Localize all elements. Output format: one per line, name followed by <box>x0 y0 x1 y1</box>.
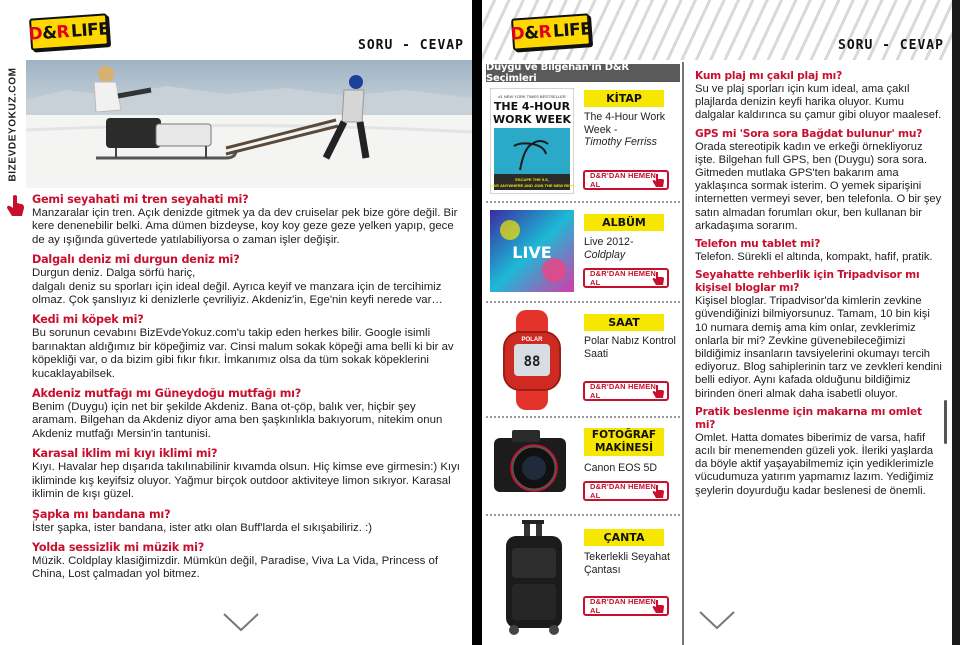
side-url: BIZEVDEYOKUZ.COM <box>7 66 19 182</box>
qa-item <box>695 128 943 233</box>
section-title: SORU - CEVAP <box>358 38 464 53</box>
answer: Bu sorunun cevabını BizEvdeYokuz.com'u takip eden herkes bilir. Google isimli barınaktan aldığımız bir köpeğimiz var. Cinsi malum sokak köpeği ama belli ki bir av köpekliği var, o da bizim gibi fıkır fıkır. İmkanımız olsa da tüm sokak köpeklerini kucaklayabilsek. <box>32 327 454 380</box>
divider <box>486 201 680 203</box>
section-title: SORU - CEVAP <box>838 38 944 53</box>
cursor-hand-icon <box>651 384 665 399</box>
answer: Su ve plaj sporları için kum ideal, ama çakıl plajlarda denizin keyfi harika oluyor. Kumu dalgalar kaldırınca su çamur gibi oluyor maalesef. <box>695 83 942 122</box>
buy-now-button[interactable]: D&R'DAN HEMEN AL <box>583 170 669 190</box>
svg-text:ESCAPE THE 9-5,: ESCAPE THE 9-5, <box>515 177 549 182</box>
divider <box>486 416 680 418</box>
book-cover-image <box>490 88 574 194</box>
buy-now-button[interactable]: D&R'DAN HEMEN AL <box>583 381 669 401</box>
cursor-hand-icon <box>651 599 665 614</box>
pick-name: Polar Nabız Kontrol Saati <box>584 335 676 360</box>
question: Kum plaj mı çakıl plaj mı? <box>695 70 843 82</box>
cursor-hand-icon <box>651 271 665 286</box>
qa-item <box>32 193 460 247</box>
question: Yolda sessizlik mi müzik mi? <box>32 540 205 554</box>
watch-image <box>490 310 574 410</box>
pick-name: The 4-Hour Work Week - Timothy Ferriss <box>584 111 666 148</box>
qa-item <box>695 70 943 123</box>
question: Karasal iklim mi kıyı iklimi mi? <box>32 447 218 461</box>
qa-list-right <box>695 70 943 503</box>
left-page <box>0 0 472 645</box>
qa-item <box>32 387 460 441</box>
column-divider <box>682 62 684 645</box>
dr-life-logo: D & R LIFE <box>511 13 591 50</box>
answer: Kişisel bloglar. Tripadvisor'da kimlerin zevkine güvendiğinizi bilmiyorsunuz. Tamam, 10 bin kişi 10 numara demiş ama kim onlar, zevklerimiz onlarla bir mi? Zevkine güvenebileceğimizi bildiğimiz insanların tavsiyelerini okumayı tercih ediyoruz. Blog sahiplerinin tarz ve zevkleri kendini belli ediyor. Aynı kafada olduğunu bildiğimiz birinden öneri almak daha isabetli oluyor. <box>695 295 942 400</box>
answer: Kıyı. Havalar hep dışarıda takılınabilinir kıvamda olsun. Hiç kimse eve girmesin:) Kıyı ikliminde kış keyifsiz oluyor. Yağmur birçok outdoor aktiviteye limon sıkıyor. Karasal iklimin de kışı güzel. <box>32 461 460 501</box>
divider <box>486 301 680 303</box>
scrollbar[interactable] <box>944 400 947 444</box>
answer: Benim (Duygu) için net bir şekilde Akdeniz. Bana ot-çöp, balık ver, hiçbir şey aramam. Bilgehan da Akdeniz diyor ama ben şaşkınlıkla bakıyorum, nitekim onun Akdeniz mutfağı Mersin'in tantunisi. <box>32 401 443 440</box>
qa-item <box>695 238 943 264</box>
svg-text:THE 4-HOUR: THE 4-HOUR <box>493 100 571 113</box>
pick-category: ALBÜM <box>584 214 664 231</box>
answer: Orada stereotipik kadın ve erkeği örnekliyoruz işte. Bilgehan full GPS, ben (Duygu) sora sora. Gitmeden mutlaka GPS'ten bakarım ama yaklaşınca sormak isterim. O yemek siparişini internetten vermeyi sever, ben telefonla. O bir şey satın almadan forumları okur, ben kullanan bir arkadaşıma sorarım. <box>695 140 942 232</box>
right-page <box>482 0 952 645</box>
svg-text:88: 88 <box>523 354 541 370</box>
luggage-image <box>490 520 574 636</box>
answer: Manzaralar için tren. Açık denizde gitmek ya da dev cruiselar pek bize göre değil. Bir kere denenebilir belki. Ama dümen bizdeyse, koy koy geze geze yelken yapıp, gece de ay ışığında güvertede yatılabiliyorsa o zaman işler değişir. <box>32 207 458 246</box>
qa-item <box>32 447 460 501</box>
pick-category: FOTOĞRAF MAKİNESİ <box>584 428 664 456</box>
pick-category: ÇANTA <box>584 529 664 546</box>
answer: Telefon. Sürekli el altında, kompakt, hafif, pratik. <box>695 251 933 264</box>
answer: İster şapka, ister bandana, ister atkı olan Buff'larda el sıkışabiliriz. :) <box>32 521 373 534</box>
pick-name: Canon EOS 5D <box>584 462 658 474</box>
qa-item <box>32 541 460 582</box>
qa-item <box>695 406 943 498</box>
chevron-down-icon[interactable] <box>222 612 260 632</box>
question: Şapka mı bandana mı? <box>32 507 171 521</box>
buy-now-button[interactable]: D&R'DAN HEMEN AL <box>583 481 669 501</box>
pick-category: SAAT <box>584 314 664 331</box>
dr-life-logo: D & R LIFE <box>29 13 109 50</box>
answer: Müzik. Coldplay klasiğimizdir. Mümkün değil, Paradise, Viva La Vida, Princess of China, Lost çalmadan yol bitmez. <box>32 554 439 581</box>
chevron-down-icon[interactable] <box>698 610 736 630</box>
page-spine <box>472 0 482 645</box>
svg-text:LIVE: LIVE <box>512 243 552 262</box>
picks-header: Duygu ve Bilgehan'ın D&R Seçimleri <box>486 64 680 82</box>
question: Seyahatte rehberlik için Tripadvisor mı kişisel bloglar mı? <box>695 269 920 295</box>
svg-text:WORK WEEK: WORK WEEK <box>493 113 571 126</box>
svg-text:LIVE ANYWHERE AND JOIN THE NEW: LIVE ANYWHERE AND JOIN THE NEW RICH <box>490 183 574 188</box>
buy-now-button[interactable]: D&R'DAN HEMEN AL <box>583 596 669 616</box>
question: Kedi mi köpek mi? <box>32 313 144 327</box>
cursor-hand-icon <box>651 173 665 188</box>
answer: Omlet. Hatta domates biberimiz de varsa, hafif acılı bir menemenden güzeli yok. İleriki yaşlarda da böyle aktif yaşayabilmemiz için yediklerimizle vücudumuza yatırım yapmamız lazım. Yediğimiz şeylerin doyurduğu kadar beslenesi de önemli. <box>695 431 934 497</box>
pointing-hand-icon <box>4 194 26 220</box>
pick-category: KİTAP <box>584 90 664 107</box>
snow-sled-photo <box>26 60 472 188</box>
qa-item <box>32 253 460 307</box>
divider <box>486 514 680 516</box>
question: Telefon mu tablet mi? <box>695 238 821 251</box>
qa-item <box>32 313 460 381</box>
album-cover-image <box>490 210 574 292</box>
camera-image <box>490 424 574 504</box>
qa-item <box>32 508 460 535</box>
buy-now-button[interactable]: D&R'DAN HEMEN AL <box>583 268 669 288</box>
qa-item <box>695 269 943 401</box>
question: Dalgalı deniz mi durgun deniz mi? <box>32 253 240 267</box>
pick-name: Tekerlekli Seyahat Çantası <box>584 551 670 576</box>
svg-text:POLAR: POLAR <box>521 337 543 343</box>
question: Pratik beslenme için makarna mı omlet mi? <box>695 405 922 431</box>
question: Akdeniz mutfağı mı Güneydoğu mutfağı mı? <box>32 387 302 401</box>
qa-list-left <box>32 193 460 588</box>
question: GPS mi 'Sora sora Bağdat bulunur' mu? <box>695 127 923 140</box>
svg-text:#1 NEW YORK TIMES BESTSELLER: #1 NEW YORK TIMES BESTSELLER <box>498 94 566 99</box>
right-edge <box>952 0 960 645</box>
cursor-hand-icon <box>651 484 665 499</box>
question: Gemi seyahati mi tren seyahati mi? <box>32 193 249 206</box>
answer: Durgun deniz. Dalga sörfü hariç, dalgalı deniz su sporları için ideal değil. Ayrıca keyif ve manzara için de tercihimiz olmaz. Çok şanslıyız ki denizlerle çevriliyiz. Akdeniz'in, Ege'nin keyfi nerede var… <box>32 267 443 307</box>
pick-name: Live 2012- Coldplay <box>584 236 634 261</box>
